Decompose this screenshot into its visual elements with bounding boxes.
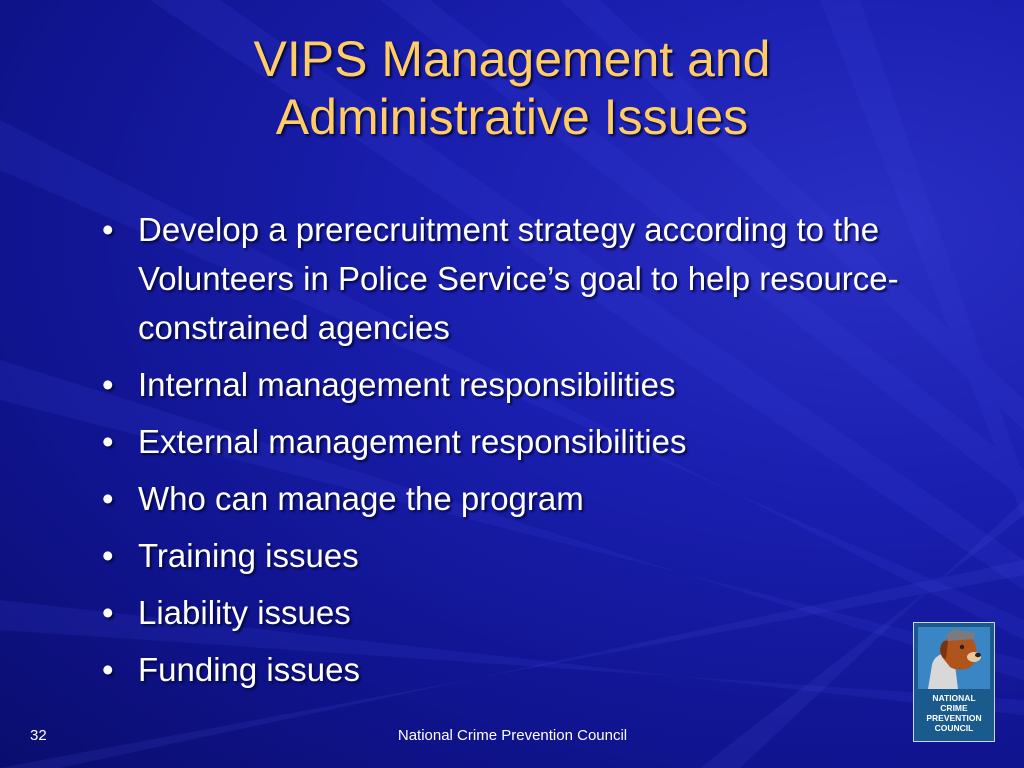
bullet-item xyxy=(100,205,930,352)
bullet-list xyxy=(100,205,930,702)
bullet-item xyxy=(100,531,930,580)
bullet-dot: • xyxy=(102,651,114,688)
bullet-item xyxy=(100,360,930,409)
bullet-dot: • xyxy=(102,537,114,574)
bullet-text: Training issues xyxy=(138,537,359,574)
bullet-dot: • xyxy=(102,366,114,403)
bullet-item xyxy=(100,474,930,523)
ncpc-logo xyxy=(913,622,995,742)
bullet-dot: • xyxy=(102,423,114,460)
bullet-item xyxy=(100,417,930,466)
bullet-dot: • xyxy=(102,211,114,248)
bullet-dot: • xyxy=(102,594,114,631)
bullet-text: Who can manage the program xyxy=(138,480,584,517)
bullet-dot: • xyxy=(102,480,114,517)
slide-title-line-1: VIPS Management and xyxy=(253,31,771,87)
bullet-text: Internal management responsibilities xyxy=(138,366,676,403)
slide-number: 32 xyxy=(30,727,47,744)
bullet-text: External management responsibilities xyxy=(138,423,687,460)
bullet-text: Develop a prerecruitment strategy according to the Volunteers in Police Service’s goal to help resource-constrained agencies xyxy=(138,211,899,346)
bullet-item xyxy=(100,588,930,637)
slide-title xyxy=(0,30,1024,146)
bullet-item xyxy=(100,645,930,694)
slide-title-line-2: Administrative Issues xyxy=(275,89,749,145)
footer-organization: National Crime Prevention Council xyxy=(397,727,628,744)
logo-text: NATIONAL CRIME PREVENTION COUNCIL xyxy=(926,693,982,733)
mcgruff-dog-icon xyxy=(918,627,990,689)
bullet-text: Funding issues xyxy=(138,651,360,688)
bullet-text: Liability issues xyxy=(138,594,351,631)
